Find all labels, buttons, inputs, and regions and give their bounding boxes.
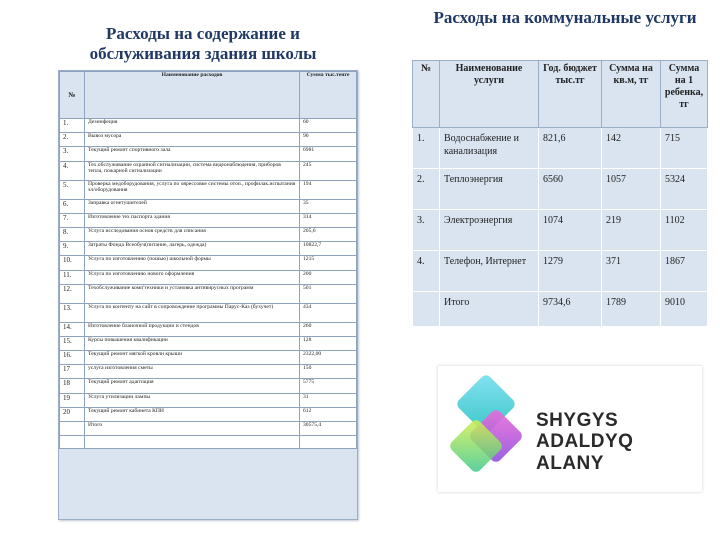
right-title: Расходы на коммунальные услуги — [433, 8, 697, 27]
utility-name: Электроэнергия — [440, 210, 539, 251]
expense-num: 7. — [60, 213, 85, 227]
header-per-child: Сумма на 1 ребенка, тг — [661, 61, 708, 128]
expense-num: 17 — [60, 365, 85, 379]
expense-name: Затраты Фонда Всеобуч(питание, лагерь, одежда) — [85, 242, 300, 256]
expense-row — [60, 270, 357, 284]
header-num: № — [60, 72, 85, 119]
expense-value: 1215 — [300, 256, 357, 270]
expense-num: 4. — [60, 161, 85, 180]
expense-name: Текущий ремонт кабинета КПИ — [85, 407, 300, 421]
expense-num: 5. — [60, 180, 85, 199]
expense-num: 15. — [60, 336, 85, 350]
header-sum: Сумма тыс.тенге — [300, 72, 357, 119]
school-expenses-table — [59, 71, 357, 449]
expense-value: 194 — [300, 180, 357, 199]
expense-blank-row — [60, 436, 357, 449]
expense-num: 12. — [60, 284, 85, 303]
expense-row — [60, 180, 357, 199]
expense-row — [60, 351, 357, 365]
expense-row — [60, 242, 357, 256]
utility-num: 4. — [413, 251, 440, 292]
utility-per-child: 715 — [661, 128, 708, 169]
expense-name: Текущий ремонт мягкой кровли крыши — [85, 351, 300, 365]
expense-name: Текущий ремонт адаптация — [85, 379, 300, 393]
expense-row — [60, 393, 357, 407]
expense-num: 11. — [60, 270, 85, 284]
expense-value: 5775 — [300, 379, 357, 393]
expense-name: Проверка медоборудования, услуга по оярессовке системы отоп., профилак.испытания эл/оборудования — [85, 180, 300, 199]
header-service: Наименование услуги — [440, 61, 539, 128]
expense-value: 314 — [300, 213, 357, 227]
expense-num: 9. — [60, 242, 85, 256]
expense-name: Вывоз мусора — [85, 133, 300, 147]
expense-name: Изготовление тех паспорта здания — [85, 213, 300, 227]
expense-name: Курсы повышения квалификации — [85, 336, 300, 350]
expense-name: Дезинфеция — [85, 119, 300, 133]
utilities-total-row — [413, 292, 708, 327]
expense-total-value: 30575,4 — [300, 422, 357, 436]
utility-per-m2: 219 — [602, 210, 661, 251]
expense-value: 612 — [300, 407, 357, 421]
blank-cell — [300, 436, 357, 449]
expense-name: Услуга исследования основ средств для списания — [85, 227, 300, 241]
expense-row — [60, 322, 357, 336]
expense-name: Услуга утилизации лампы — [85, 393, 300, 407]
utility-per-m2: 142 — [602, 128, 661, 169]
expense-name: Текущий ремонт спортивного зала — [85, 147, 300, 161]
expense-num: 3. — [60, 147, 85, 161]
utility-budget: 821,6 — [539, 128, 602, 169]
expense-row — [60, 303, 357, 322]
expense-num: 18 — [60, 379, 85, 393]
school-expenses-table-frame — [58, 70, 358, 520]
left-title: Расходы на содержание и обслуживания здания школы — [89, 24, 317, 63]
expense-num: 13. — [60, 303, 85, 322]
expense-value: 60 — [300, 119, 357, 133]
expense-num: 8. — [60, 227, 85, 241]
utility-num: 2. — [413, 169, 440, 210]
utility-budget: 1279 — [539, 251, 602, 292]
utility-row — [413, 251, 708, 292]
expense-value: 260 — [300, 322, 357, 336]
total-label: Итого — [440, 292, 539, 327]
expense-row — [60, 365, 357, 379]
expense-num: 1. — [60, 119, 85, 133]
utility-row — [413, 210, 708, 251]
expense-num: 20 — [60, 407, 85, 421]
utility-per-child: 1102 — [661, 210, 708, 251]
header-per-m2: Сумма на кв.м, тг — [602, 61, 661, 128]
expense-value: 150 — [300, 365, 357, 379]
expense-num: 2. — [60, 133, 85, 147]
expense-value: 128 — [300, 336, 357, 350]
expense-row — [60, 199, 357, 213]
utility-per-m2: 1057 — [602, 169, 661, 210]
utility-budget: 1074 — [539, 210, 602, 251]
expense-value: 434 — [300, 303, 357, 322]
expense-num: 14. — [60, 322, 85, 336]
expense-name: Услуга по изготовлению нового оформления — [85, 270, 300, 284]
expense-num: 6. — [60, 199, 85, 213]
utilities-body — [413, 128, 708, 327]
utility-name: Теплоэнергия — [440, 169, 539, 210]
utility-row — [413, 169, 708, 210]
expense-row — [60, 407, 357, 421]
expense-value: 2322,00 — [300, 351, 357, 365]
school-expenses-body — [60, 119, 357, 449]
expense-value: 501 — [300, 284, 357, 303]
expense-value: 200 — [300, 270, 357, 284]
expense-value: 90 — [300, 133, 357, 147]
expense-name: Тех.обслуживание охранной сигнализации, система видеонаблюдения, приборов тепла, пожарной сигнализации — [85, 161, 300, 180]
expense-value: 35 — [300, 199, 357, 213]
expense-row — [60, 213, 357, 227]
expense-value: 6981 — [300, 147, 357, 161]
header-num: № — [413, 61, 440, 128]
expense-row — [60, 147, 357, 161]
expense-row — [60, 379, 357, 393]
blank-cell — [85, 436, 300, 449]
header-budget: Год. бюджет тыс.тг — [539, 61, 602, 128]
header-name: Наименование расходов — [85, 72, 300, 119]
expense-name: услуга изготовления сметы — [85, 365, 300, 379]
utility-num: 1. — [413, 128, 440, 169]
logo-line-1: SHYGYS — [536, 410, 619, 431]
expense-name: Техобслуживание комп'техники и установка антивирусных программ — [85, 284, 300, 303]
utility-per-m2: 371 — [602, 251, 661, 292]
expense-name: Услуга по контенту на сайт в сопровождение программы Парус-Каз (бухучет) — [85, 303, 300, 322]
expense-value: 245 — [300, 161, 357, 180]
expense-row — [60, 336, 357, 350]
expense-num: 19 — [60, 393, 85, 407]
expense-name: Заправка огнетушителей — [85, 199, 300, 213]
logo-mark-icon — [446, 374, 536, 484]
utility-name: Водоснабжение и канализация — [440, 128, 539, 169]
expense-row — [60, 133, 357, 147]
expense-row — [60, 227, 357, 241]
expense-value: 205,6 — [300, 227, 357, 241]
expense-total-label: Итого — [85, 422, 300, 436]
expense-row — [60, 256, 357, 270]
expense-name: Услуга по изготовлению (пошью) школьной формы — [85, 256, 300, 270]
expense-value: 10822,7 — [300, 242, 357, 256]
expense-total-row — [60, 422, 357, 436]
utility-budget: 6560 — [539, 169, 602, 210]
utility-per-child: 5324 — [661, 169, 708, 210]
logo-text — [536, 410, 702, 474]
utility-name: Телефон, Интернет — [440, 251, 539, 292]
total-per-child: 9010 — [661, 292, 708, 327]
total-num — [413, 292, 440, 327]
expense-row — [60, 119, 357, 133]
expense-num: 10. — [60, 256, 85, 270]
expense-name: Изготовление бланочной продукции и стендов — [85, 322, 300, 336]
utility-num: 3. — [413, 210, 440, 251]
expense-num: 16. — [60, 351, 85, 365]
utilities-table — [412, 60, 708, 327]
expense-row — [60, 161, 357, 180]
logo-box — [438, 366, 702, 492]
logo-line-2: ADALDYQ ALANY — [536, 431, 634, 474]
total-per-m2: 1789 — [602, 292, 661, 327]
expense-row — [60, 284, 357, 303]
blank-cell — [60, 436, 85, 449]
expense-total-num — [60, 422, 85, 436]
total-budget: 9734,6 — [539, 292, 602, 327]
utility-row — [413, 128, 708, 169]
expense-value: 31 — [300, 393, 357, 407]
utility-per-child: 1867 — [661, 251, 708, 292]
